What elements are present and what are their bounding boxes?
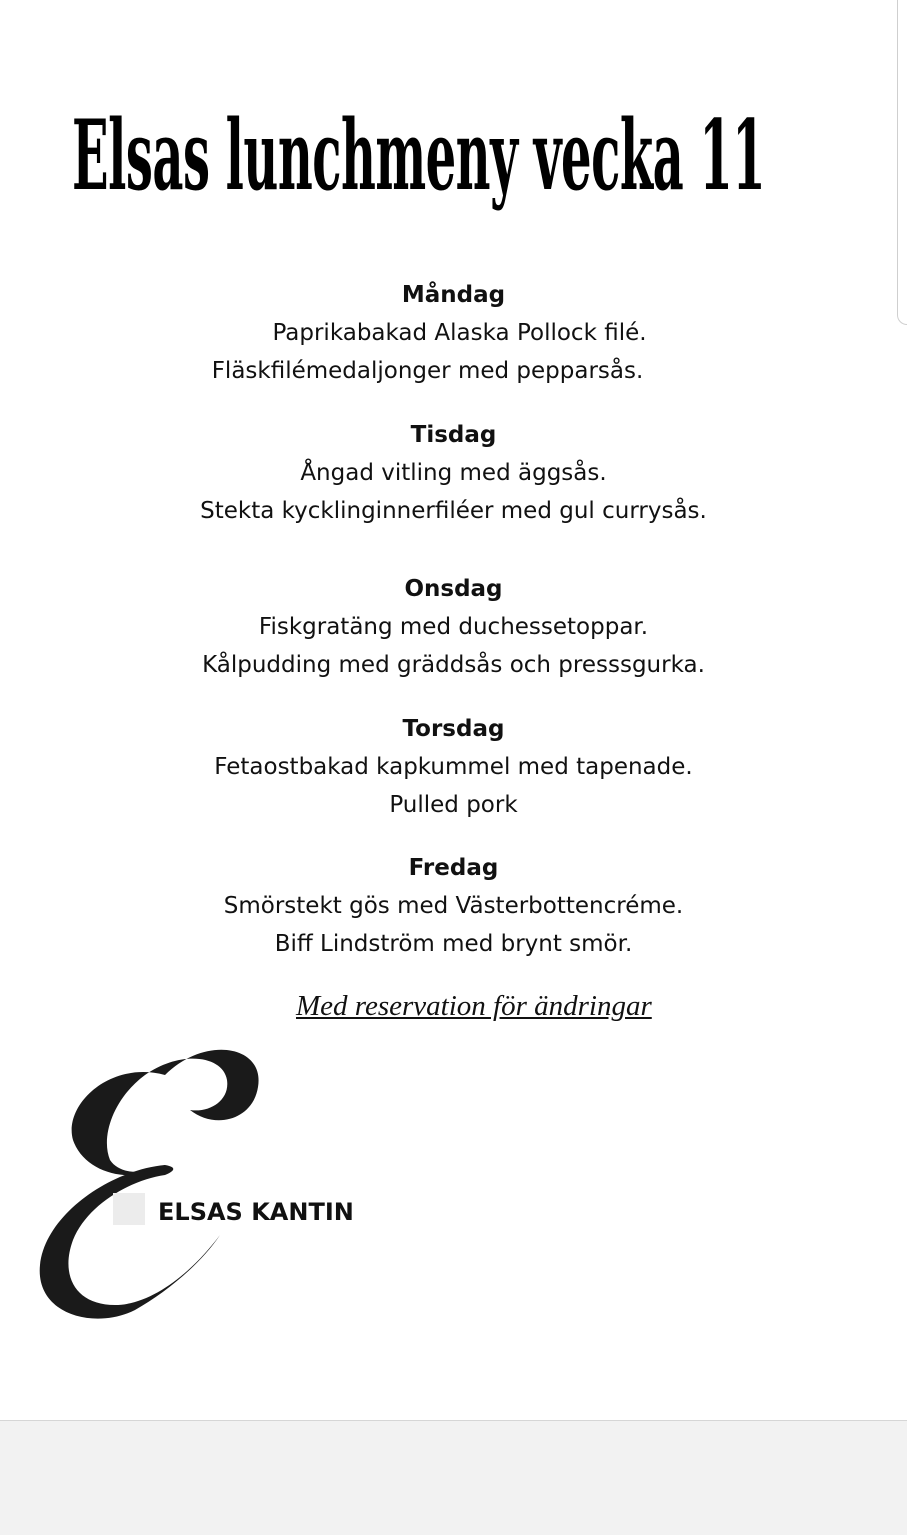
day-name: Tisdag bbox=[410, 422, 497, 448]
dish: Ångad vitling med äggsås. bbox=[300, 460, 607, 486]
dish: Biff Lindström med brynt smör. bbox=[274, 931, 633, 957]
dish: Kålpudding med gräddsås och presssgurka. bbox=[202, 652, 705, 678]
dish: Fiskgratäng med duchessetoppar. bbox=[258, 614, 649, 640]
day-name: Torsdag bbox=[402, 716, 505, 742]
day-name: Onsdag bbox=[404, 576, 503, 602]
dish: Paprikabakad Alaska Pollock filé. bbox=[272, 320, 647, 346]
dish: Smörstekt gös med Västerbottencréme. bbox=[223, 893, 684, 919]
script-e-logo-icon bbox=[15, 1025, 265, 1340]
day-tuesday bbox=[0, 416, 907, 530]
dish: Fetaostbakad kapkummel med tapenade. bbox=[214, 754, 693, 780]
day-name: Fredag bbox=[408, 855, 499, 881]
brand-name: ELSAS KANTIN bbox=[158, 1198, 354, 1226]
dish: Stekta kycklinginnerfiléer med gul currysås. bbox=[200, 498, 707, 524]
day-monday bbox=[0, 276, 907, 390]
day-friday bbox=[0, 849, 907, 963]
dish: Fläskfilémedaljonger med pepparsås. bbox=[211, 358, 644, 384]
logo-placeholder bbox=[113, 1193, 145, 1225]
page-title: Elsas lunchmeny vecka 11 bbox=[72, 99, 766, 212]
dish: Pulled pork bbox=[389, 792, 518, 818]
day-thursday bbox=[0, 710, 907, 824]
day-name: Måndag bbox=[401, 282, 506, 308]
reservation-note: Med reservation för ändringar bbox=[296, 990, 652, 1022]
day-wednesday bbox=[0, 570, 907, 684]
